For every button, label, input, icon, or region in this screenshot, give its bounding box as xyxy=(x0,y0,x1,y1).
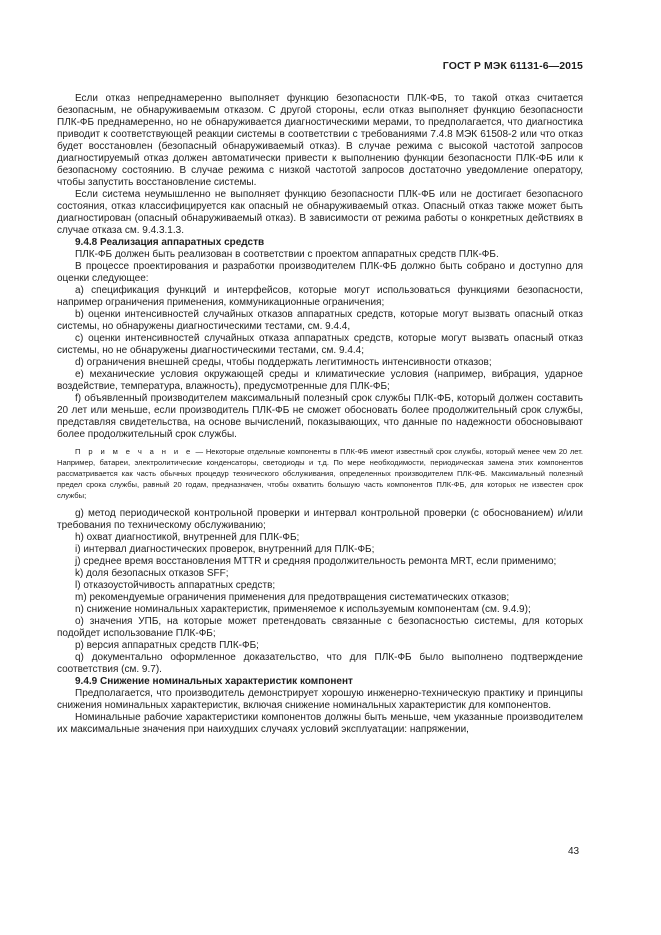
list-item: p) версия аппаратных средств ПЛК-ФБ; xyxy=(75,640,259,651)
list-item: j) среднее время восстановления MTTR и средняя продолжительность ремонта MRT, если применимо; xyxy=(75,556,557,567)
list-item: e) механические условия окружающей среды и климатические условия (например, вибрация, ударное воздействие, температура, влажность), предусмотренные для ПЛК-ФБ; xyxy=(57,369,583,392)
paragraph: Если отказ непреднамеренно выполняет функцию безопасности ПЛК-ФБ, то такой отказ считается безопасным, не обнаруживаемым отказом. С другой стороны, если отказ выполняет функцию безопасности ПЛК-ФБ преднамеренно, но не обнаруживается диагностическими мерами, то предполагается, что диагностика приводит к соответствующей реакции системы в соответствии с требованиями 7.4.8 МЭК 61508-2 или что отказ будет восстановлен (безопасный обнаруживаемый отказ). В случае режима с высокой частотой запросов диагностируемый отказ должен автоматически привести к выполнению функции безопасности ПЛК-ФБ или к безопасному состоянию. В случае режима с низкой частотой запросов достаточно уведомление оператору, чтобы запустить восстановление системы. xyxy=(57,93,583,188)
list-item: q) документально оформленное доказательство, что для ПЛК-ФБ было выполнено подтверждение соответствия (см. 9.7). xyxy=(57,652,583,675)
list-item: n) снижение номинальных характеристик, применяемое к используемым компонентам (см. 9.4.9); xyxy=(75,604,531,615)
list-item: m) рекомендуемые ограничения применения для предотвращения систематических отказов; xyxy=(75,592,510,603)
paragraph: В процессе проектирования и разработки производителем ПЛК-ФБ должно быть собрано и доступно для оценки следующее: xyxy=(57,261,583,284)
list-item: l) отказоустойчивость аппаратных средств; xyxy=(75,580,276,591)
paragraph: Если система неумышленно не выполняет функцию безопасности ПЛК-ФБ или не достигает безопасного состояния, отказ классифицируется как опасный не обнаруживаемый отказ. Опасный отказ также может быть диагностирован (опасный обнаруживаемый отказ). В зависимости от режима работы о конкретных действиях в случае отказа см. 9.4.3.1.3. xyxy=(57,189,583,236)
paragraph: ПЛК-ФБ должен быть реализован в соответствии с проектом аппаратных средств ПЛК-ФБ. xyxy=(75,249,499,260)
list-item: d) ограничения внешней среды, чтобы поддержать легитимность интенсивности отказов; xyxy=(75,357,492,368)
list-item: o) значения УПБ, на которые может претендовать связанные с безопасностью системы, для которых подойдет использование ПЛК-ФБ; xyxy=(57,616,583,639)
list-item: i) интервал диагностических проверок, внутренний для ПЛК-ФБ; xyxy=(75,544,375,555)
list-item: k) доля безопасных отказов SFF; xyxy=(75,568,229,579)
paragraph: Предполагается, что производитель демонстрирует хорошую инженерно-техническую практику и принципы снижения номинальных характеристик, включая снижение номинальных характеристик для компонентов. xyxy=(57,688,583,711)
list-item: h) охват диагностикой, внутренней для ПЛК-ФБ; xyxy=(75,532,300,543)
note-text: — Некоторые отдельные компоненты в ПЛК-ФБ имеют известный срок службы, который менее чем 20 лет. Например, батареи, электролитические конденсаторы, светодиоды и т.д. По мере необходимости, периодическая замена этих компонентов рассматривается как часть обычных процедур технического обслуживания, определенных производителем ПЛК-ФБ. Максимальный полезный предел срока службы, равный 20 годам, предназначен, чтобы охватить большую часть компонентов ПЛК-ФБ, для которых не известен срок службы; xyxy=(57,447,583,500)
document-body xyxy=(57,93,583,736)
list-item: a) спецификация функций и интерфейсов, которые могут использоваться функциями безопасности, например ограничения применения, коммуникационные ограничения; xyxy=(57,285,583,308)
page-number: 43 xyxy=(568,846,580,857)
paragraph: Номинальные рабочие характеристики компонентов должны быть меньше, чем указанные производителем их максимальные значения при наихудших случаях условий эксплуатации: напряжении, xyxy=(57,712,583,735)
section-heading: 9.4.9 Снижение номинальных характеристик компонент xyxy=(75,676,353,687)
list-item: g) метод периодической контрольной проверки и интервал контрольной проверки (с обоснованием) и/или требования по техническому обслуживанию; xyxy=(57,508,583,531)
list-item: f) объявленный производителем максимальный полезный срок службы ПЛК-ФБ, который должен составить 20 лет или меньше, если производитель ПЛК-ФБ не сможет обосновать более продолжительный срок службы, представляя свидетельства, на основе вычислений, показывающих, что данные по надежности обосновывают более продолжительный срок службы. xyxy=(57,393,583,440)
note-label: П р и м е ч а н и е xyxy=(75,447,193,456)
note xyxy=(57,446,583,501)
section-heading: 9.4.8 Реализация аппаратных средств xyxy=(75,237,265,248)
list-item: b) оценки интенсивностей случайных отказов аппаратных средств, которые могут вызвать опасный отказ системы, но обнаружены диагностическими тестами, см. 9.4.4, xyxy=(57,309,583,332)
list-item: c) оценки интенсивностей случайных отказа аппаратных средств, которые могут вызвать опасный отказ системы, но не обнаружены диагностическими тестами, см. 9.4.4; xyxy=(57,333,583,356)
document-header: ГОСТ Р МЭК 61131-6—2015 xyxy=(442,60,583,72)
